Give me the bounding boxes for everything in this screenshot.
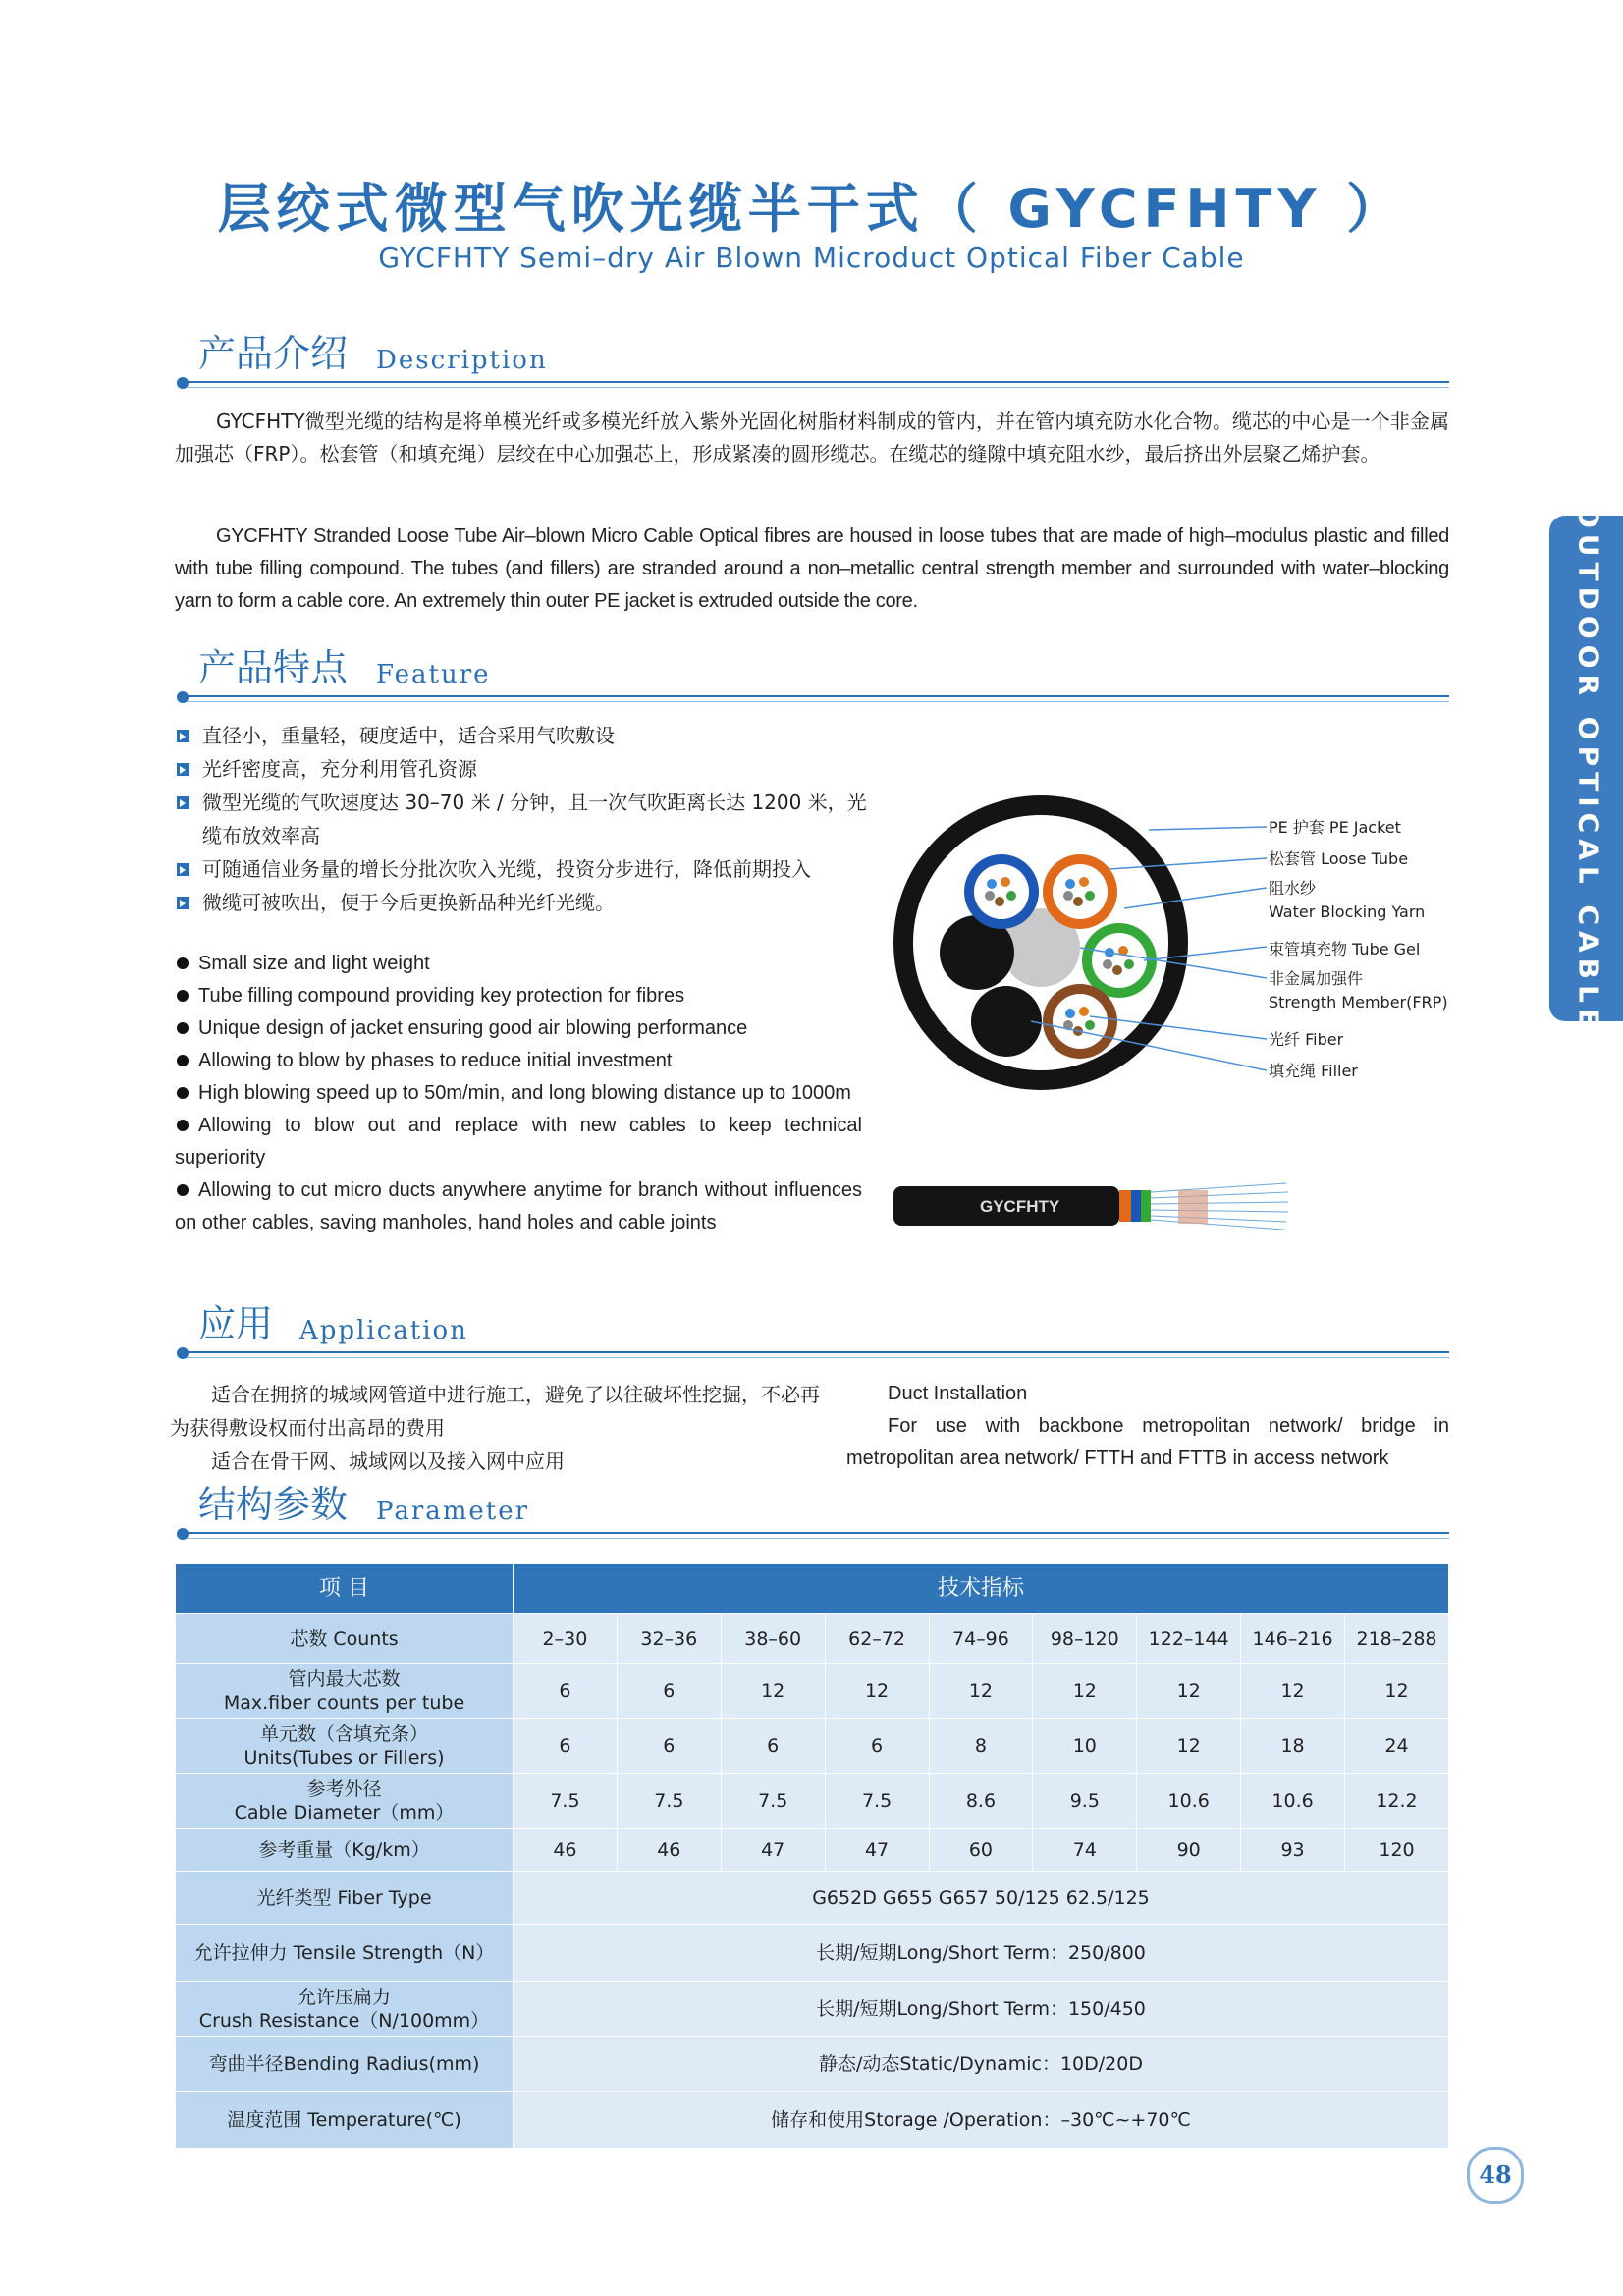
row-label-en: Crush Resistance（N/100mm）: [198, 2009, 490, 2032]
table-cell: 12: [1241, 1664, 1345, 1719]
section-header-feature: [177, 646, 1449, 695]
table-row: [176, 1925, 1449, 1982]
table-row: [176, 1774, 1449, 1829]
row-label: 允许拉伸力 Tensile Strength（N）: [176, 1925, 514, 1982]
table-row: [176, 1829, 1449, 1872]
table-cell: 74–96: [929, 1614, 1033, 1664]
table-cell: 12: [825, 1664, 929, 1719]
table-cell: 18: [1241, 1719, 1345, 1774]
description-en: GYCFHTY Stranded Loose Tube Air–blown Micro Cable Optical fibres are housed in loose tubes that are made of high–modulus plastic and filled with tube filling compound. The tubes (and fillers) are stranded around a non–metallic central strength member and surrounded with water–blocking yarn to form a cable core. An extremely thin outer PE jacket is extruded outside the core.: [175, 525, 1449, 612]
table-cell: 46: [514, 1829, 618, 1872]
table-cell: 60: [929, 1829, 1033, 1872]
arrow-bullet-icon: [177, 897, 189, 909]
section-title-cn: 应用: [198, 1302, 274, 1345]
row-label-cn: 参考外径: [306, 1777, 382, 1800]
label-frp-en: Strength Member(FRP): [1269, 993, 1448, 1011]
section-title-en: Description: [376, 346, 548, 375]
row-label: [176, 1774, 514, 1829]
row-label-cn: 单元数（含填充条）: [259, 1722, 428, 1745]
bullet-dot-icon: [177, 1184, 189, 1196]
header-spec: 技术指标: [514, 1564, 1449, 1614]
table-cell: 6: [825, 1719, 929, 1774]
row-label: 参考重量（Kg/km）: [176, 1829, 514, 1872]
list-item: 光纤密度高，充分利用管孔资源: [175, 752, 882, 786]
list-item: Allowing to cut micro ducts anywhere anytime for branch without influences on other cables, saving manholes, hand holes and cable joints: [175, 1179, 862, 1233]
table-cell: 7.5: [514, 1774, 618, 1829]
bullet-dot-icon: [177, 1528, 189, 1540]
arrow-bullet-icon: [177, 730, 189, 742]
table-cell: 146–216: [1241, 1614, 1345, 1664]
row-label-cn: 管内最大芯数: [288, 1667, 401, 1690]
feature-list-en: [175, 948, 862, 1239]
table-cell: 6: [721, 1719, 825, 1774]
side-tab: [1549, 505, 1623, 1033]
feature-list-cn: [175, 719, 882, 919]
table-cell: 12: [929, 1664, 1033, 1719]
table-cell: 12.2: [1345, 1774, 1449, 1829]
table-row: [176, 1719, 1449, 1774]
table-cell: 静态/动态Static/Dynamic：10D/20D: [514, 2037, 1449, 2092]
row-label: 芯数 Counts: [176, 1614, 514, 1664]
table-cell: 12: [1345, 1664, 1449, 1719]
row-label: [176, 1982, 514, 2037]
table-cell: 6: [617, 1664, 721, 1719]
label-frp-cn: 非金属加强件: [1269, 969, 1364, 988]
table-cell: 74: [1033, 1829, 1137, 1872]
arrow-bullet-icon: [177, 863, 189, 876]
table-cell: 122–144: [1137, 1614, 1241, 1664]
table-cell: 10.6: [1241, 1774, 1345, 1829]
table-cell: 6: [617, 1719, 721, 1774]
table-cell: 32–36: [617, 1614, 721, 1664]
application-en: [846, 1378, 1449, 1475]
loose-tube-brown: [1043, 984, 1117, 1059]
page-subtitle: GYCFHTY Semi–dry Air Blown Microduct Optical Fiber Cable: [378, 242, 1245, 274]
table-cell: 10: [1033, 1719, 1137, 1774]
section-title-cn: 结构参数: [198, 1483, 349, 1526]
table-cell: 长期/短期Long/Short Term：150/450: [514, 1982, 1449, 2037]
bullet-dot-icon: [177, 1087, 189, 1099]
row-label: 温度范围 Temperature(℃): [176, 2092, 514, 2149]
table-row: [176, 1664, 1449, 1719]
table-cell: 12: [1137, 1664, 1241, 1719]
table-cell: 62–72: [825, 1614, 929, 1664]
row-label-en: Units(Tubes or Fillers): [243, 1746, 445, 1769]
table-cell: G652D G655 G657 50/125 62.5/125: [514, 1872, 1449, 1925]
table-row: [176, 2092, 1449, 2149]
list-item: Allowing to blow by phases to reduce initial investment: [175, 1045, 862, 1077]
table-header-row: [176, 1564, 1449, 1614]
table-cell: 90: [1137, 1829, 1241, 1872]
parameter-table: [175, 1563, 1449, 2149]
application-en-line: For use with backbone metropolitan network/ bridge in metropolitan area network/ FTTH and FTTB in access network: [846, 1415, 1449, 1469]
table-row: [176, 1982, 1449, 2037]
table-cell: 12: [1137, 1719, 1241, 1774]
row-label: [176, 1664, 514, 1719]
bullet-dot-icon: [177, 1055, 189, 1066]
cable-print-label: GYCFHTY: [980, 1197, 1060, 1216]
row-label-cn: 允许压扁力: [297, 1986, 391, 2008]
label-loose-tube: 松套管 Loose Tube: [1269, 849, 1409, 868]
table-cell: 46: [617, 1829, 721, 1872]
list-item: Unique design of jacket ensuring good air blowing performance: [175, 1012, 862, 1045]
table-cell: 98–120: [1033, 1614, 1137, 1664]
side-tab-label: OUTDOOR OPTICAL CABLE: [1572, 505, 1605, 1033]
list-item: 微缆可被吹出，便于今后更换新品种光纤光缆。: [175, 886, 882, 919]
loose-tube-orange: [1043, 854, 1117, 929]
table-cell: 12: [721, 1664, 825, 1719]
application-cn: [170, 1378, 820, 1478]
list-item: 微型光缆的气吹速度达 30–70 米 / 分钟，且一次气吹距离长达 1200 米，光缆布放效率高: [175, 786, 882, 852]
application-en-line: Duct Installation: [888, 1383, 1028, 1404]
table-cell: 218–288: [1345, 1614, 1449, 1664]
section-title-en: Application: [299, 1316, 468, 1345]
bullet-dot-icon: [177, 957, 189, 969]
section-header-parameter: [177, 1483, 1449, 1532]
row-label: 弯曲半径Bending Radius(mm): [176, 2037, 514, 2092]
table-cell: 47: [721, 1829, 825, 1872]
label-tube-gel: 束管填充物 Tube Gel: [1269, 940, 1421, 958]
page-title: 层绞式微型气吹光缆半干式（ GYCFHTY ）: [217, 178, 1406, 240]
row-label: 光纤类型 Fiber Type: [176, 1872, 514, 1925]
arrow-bullet-icon: [177, 796, 189, 809]
table-cell: 6: [514, 1719, 618, 1774]
header-item: 项 目: [176, 1564, 514, 1614]
table-cell: 储存和使用Storage /Operation：–30℃~+70℃: [514, 2092, 1449, 2149]
table-cell: 38–60: [721, 1614, 825, 1664]
bullet-dot-icon: [177, 990, 189, 1002]
table-cell: 9.5: [1033, 1774, 1137, 1829]
list-item: 可随通信业务量的增长分批次吹入光缆，投资分步进行，降低前期投入: [175, 852, 882, 886]
table-cell: 6: [514, 1664, 618, 1719]
bullet-dot-icon: [177, 1347, 189, 1359]
table-cell: 2–30: [514, 1614, 618, 1664]
list-item: Tube filling compound providing key protection for fibres: [175, 980, 862, 1012]
table-cell: 24: [1345, 1719, 1449, 1774]
description-cn: GYCFHTY微型光缆的结构是将单模光纤或多模光纤放入紫外光固化树脂材料制成的管内，并在管内填充防水化合物。缆芯的中心是一个非金属加强芯（FRP）。松套管（和填充绳）层绞在中心加强芯上，形成紧凑的圆形缆芯。在缆芯的缝隙中填充阻水纱，最后挤出外层聚乙烯护套。: [175, 410, 1449, 465]
label-water-yarn-cn: 阻水纱: [1269, 879, 1317, 898]
table-cell: 7.5: [721, 1774, 825, 1829]
table-row: [176, 2037, 1449, 2092]
table-cell: 8.6: [929, 1774, 1033, 1829]
table-cell: 10.6: [1137, 1774, 1241, 1829]
table-cell: 93: [1241, 1829, 1345, 1872]
table-cell: 7.5: [617, 1774, 721, 1829]
loose-tube-blue: [964, 854, 1039, 929]
label-pe-jacket: PE 护套 PE Jacket: [1269, 818, 1401, 837]
section-header-description: [177, 332, 1449, 381]
section-title-en: Parameter: [376, 1497, 530, 1526]
row-label: [176, 1719, 514, 1774]
table-cell: 7.5: [825, 1774, 929, 1829]
label-water-yarn-en: Water Blocking Yarn: [1269, 902, 1426, 921]
page-number-badge: [1467, 2147, 1524, 2204]
bullet-dot-icon: [177, 691, 189, 703]
application-cn-line: 适合在骨干网、城域网以及接入网中应用: [211, 1449, 565, 1473]
bullet-dot-icon: [177, 377, 189, 389]
application-cn-line: 适合在拥挤的城域网管道中进行施工，避免了以往破坏性挖掘，不必再为获得敷设权而付出高昂的费用: [170, 1383, 820, 1440]
section-title-cn: 产品介绍: [198, 332, 349, 375]
table-cell: 120: [1345, 1829, 1449, 1872]
table-row: [176, 1614, 1449, 1664]
list-item: Small size and light weight: [175, 948, 862, 980]
section-title-en: Feature: [376, 660, 491, 689]
row-label-en: Cable Diameter（mm）: [234, 1801, 455, 1824]
table-cell: 长期/短期Long/Short Term：250/800: [514, 1925, 1449, 1982]
table-row: [176, 1872, 1449, 1925]
row-label-en: Max.fiber counts per tube: [223, 1691, 465, 1714]
bullet-dot-icon: [177, 1022, 189, 1034]
section-title-cn: 产品特点: [198, 646, 349, 689]
label-fiber: 光纤 Fiber: [1269, 1030, 1344, 1049]
list-item: 直径小，重量轻，硬度适中，适合采用气吹敷设: [175, 719, 882, 752]
arrow-bullet-icon: [177, 763, 189, 776]
list-item: High blowing speed up to 50m/min, and long blowing distance up to 1000m: [175, 1077, 862, 1110]
page-number: 48: [1479, 2160, 1512, 2189]
table-cell: 47: [825, 1829, 929, 1872]
bullet-dot-icon: [177, 1120, 189, 1131]
table-cell: 8: [929, 1719, 1033, 1774]
table-cell: 12: [1033, 1664, 1137, 1719]
label-filler: 填充绳 Filler: [1269, 1062, 1358, 1080]
list-item: Allowing to blow out and replace with new cables to keep technical superiority: [175, 1115, 862, 1169]
section-header-application: [177, 1302, 1449, 1351]
